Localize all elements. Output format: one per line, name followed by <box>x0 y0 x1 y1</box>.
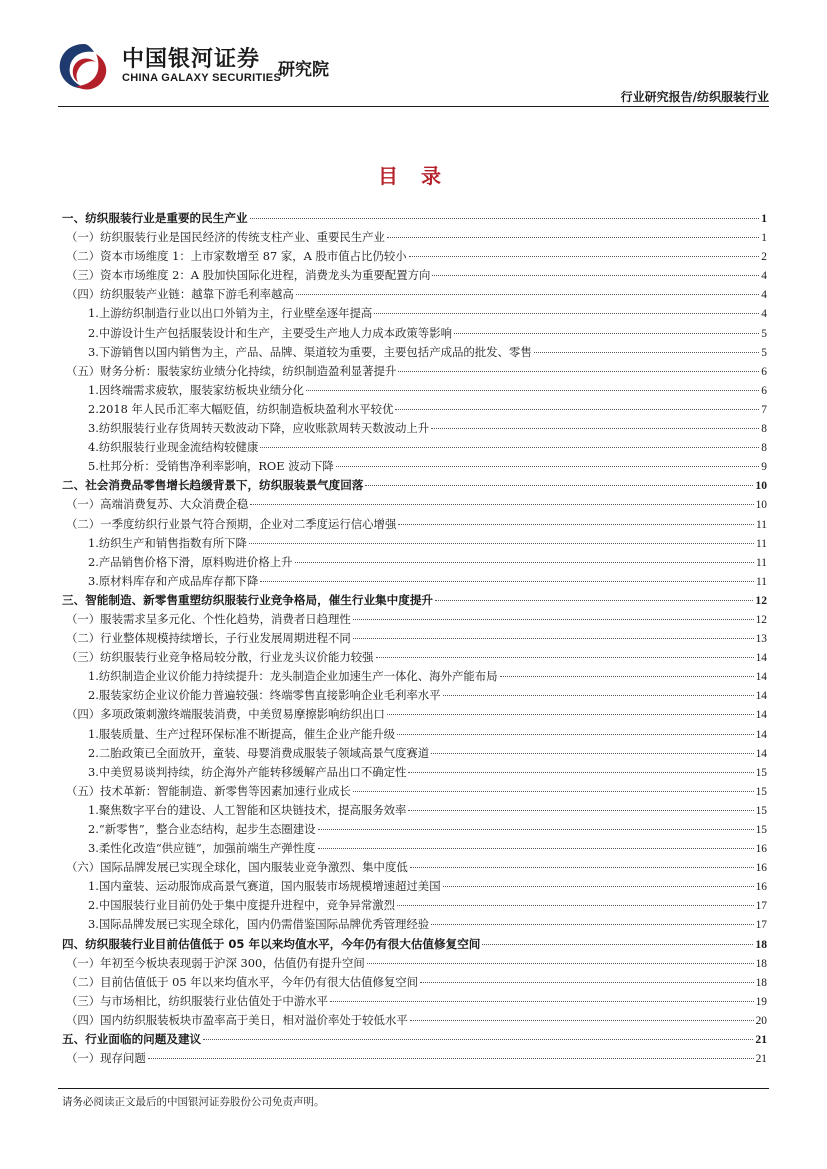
toc-entry[interactable] <box>62 457 767 476</box>
toc-page-number: 21 <box>755 1053 767 1066</box>
page-header <box>0 0 827 110</box>
toc-entry[interactable] <box>62 763 767 782</box>
toc-entry[interactable] <box>62 515 767 534</box>
toc-entry-title: （五）财务分析：服装家纺业绩分化持续，纺织制造盈利显著提升 <box>66 363 397 378</box>
toc-entry[interactable] <box>62 992 767 1011</box>
toc-dot-leader <box>408 810 753 811</box>
toc-page-number: 9 <box>761 461 767 474</box>
toc-dot-leader <box>250 218 760 219</box>
institute-label: 研究院 <box>278 60 329 80</box>
toc-dot-leader <box>443 695 754 696</box>
toc-page-number: 5 <box>761 327 767 340</box>
toc-entry[interactable] <box>62 228 767 247</box>
toc-entry-title: 3.国际品牌发展已实现全球化，国内仍需借鉴国际品牌优秀管理经验 <box>88 917 430 932</box>
toc-dot-leader <box>387 714 754 715</box>
toc-dot-leader <box>432 275 759 276</box>
toc-entry[interactable] <box>62 782 767 801</box>
toc-page-number: 18 <box>755 976 767 989</box>
toc-entry[interactable] <box>62 438 767 457</box>
toc-dot-leader <box>387 237 759 238</box>
toc-entry-title: （三）与市场相比，纺织服装行业估值处于中游水平 <box>66 993 328 1008</box>
toc-entry[interactable] <box>62 725 767 744</box>
toc-entry[interactable] <box>62 495 767 514</box>
toc-entry[interactable] <box>62 1049 767 1068</box>
toc-entry[interactable] <box>62 343 767 362</box>
toc-page-number: 4 <box>761 289 767 302</box>
toc-entry-title: 1.纺织生产和销售指数有所下降 <box>88 535 247 550</box>
toc-entry-title: （三）资本市场维度 2：A 股加快国际化进程，消费龙头为重要配置方向 <box>66 268 431 283</box>
toc-entry-title: （四）多项政策刺激终端服装消费，中美贸易摩擦影响纺织出口 <box>66 707 385 722</box>
toc-dot-leader <box>295 562 755 563</box>
toc-entry[interactable] <box>62 954 767 973</box>
toc-entry-title: 3.纺织服装行业存货周转天数波动下降，应收账款周转天数波动上升 <box>88 421 430 436</box>
toc-page-number: 5 <box>761 346 767 359</box>
toc-dot-leader <box>431 924 753 925</box>
toc-entry[interactable] <box>62 935 767 954</box>
toc-entry[interactable] <box>62 209 767 228</box>
toc-entry-title: 3.原材料库存和产成品库存都下降 <box>88 573 259 588</box>
toc-entry[interactable] <box>62 324 767 343</box>
toc-dot-leader <box>420 982 754 983</box>
disclaimer-note: 请务必阅读正文最后的中国银河证券股份公司免责声明。 <box>62 1096 325 1108</box>
toc-dot-leader <box>409 256 760 257</box>
toc-entry-title: （二）目前估值低于 05 年以来均值水平，今年仍有很大估值修复空间 <box>66 974 419 989</box>
toc-entry-title: （一）纺织服装行业是国民经济的传统支柱产业、重要民生产业 <box>66 230 385 245</box>
toc-dot-leader <box>306 390 759 391</box>
toc-entry[interactable] <box>62 476 767 495</box>
report-category: 行业研究报告/纺织服装行业 <box>620 90 769 104</box>
toc-entry-title: 2.服装家纺企业议价能力普遍较强：终端零售直接影响企业毛利率水平 <box>88 688 441 703</box>
toc-page-number: 14 <box>755 652 767 665</box>
toc-dot-leader <box>296 294 759 295</box>
toc-dot-leader <box>398 371 759 372</box>
toc-page-number: 4 <box>761 308 767 321</box>
toc-title: 目 录 <box>378 164 449 188</box>
toc-page-number: 1 <box>761 232 767 245</box>
toc-entry-title: 1.因终端需求疲软，服装家纺板块业绩分化 <box>88 382 304 397</box>
toc-entry[interactable] <box>62 896 767 915</box>
toc-page-number: 12 <box>755 613 767 626</box>
toc-entry[interactable] <box>62 744 767 763</box>
toc-entry[interactable] <box>62 400 767 419</box>
toc-page-number: 6 <box>761 384 767 397</box>
toc-entry[interactable] <box>62 266 767 285</box>
toc-dot-leader <box>318 848 754 849</box>
toc-entry[interactable] <box>62 1011 767 1030</box>
toc-dot-leader <box>482 944 753 945</box>
toc-page-number: 18 <box>755 957 767 970</box>
toc-entry-title: 1.上游纺织制造行业以出口外销为主，行业壁垒逐年提高 <box>88 306 373 321</box>
toc-entry-title: 2.“新零售”，整合业态结构，起步生态圈建设 <box>88 822 316 836</box>
toc-entry-title: 1.国内童装、运动服饰成高景气赛道，国内服装市场规模增速超过美国 <box>88 879 441 894</box>
toc-page-number: 11 <box>756 537 767 550</box>
toc-dot-leader <box>353 638 754 639</box>
toc-entry-title: （一）高端消费复苏、大众消费企稳 <box>66 497 249 512</box>
toc-page-number: 14 <box>755 690 767 703</box>
toc-entry-title: 一、纺织服装行业是重要的民生产业 <box>62 211 248 225</box>
toc-dot-leader <box>250 504 753 505</box>
toc-entry-title: 三、智能制造、新零售重塑纺织服装行业竞争格局，催生行业集中度提升 <box>62 592 434 607</box>
toc-dot-leader <box>431 428 759 429</box>
toc-dot-leader <box>443 886 754 887</box>
toc-entry-title: （五）技术革新：智能制造、新零售等因素加速行业成长 <box>66 783 351 798</box>
toc-entry-title: 2.2018 年人民币汇率大幅贬值，纺织制造板块盈利水平较优 <box>88 401 394 416</box>
toc-entry[interactable] <box>62 705 767 724</box>
toc-entry-title: 4.纺织服装行业现金流结构较健康 <box>88 440 259 455</box>
toc-entry[interactable] <box>62 553 767 572</box>
toc-entry-title: （一）年初至今板块表现弱于沪深 300，估值仍有提升空间 <box>66 955 365 970</box>
toc-dot-leader <box>330 1001 754 1002</box>
toc-dot-leader <box>318 829 754 830</box>
toc-page-number: 8 <box>761 423 767 436</box>
brand-name-en: CHINA GALAXY SECURITIES <box>122 72 282 84</box>
toc-page-number: 1 <box>761 212 767 225</box>
toc-entry-title: 1.服装质量、生产过程环保标准不断提高，催生企业产能升级 <box>88 726 396 741</box>
toc-entry[interactable] <box>62 820 767 839</box>
toc-page-number: 14 <box>755 709 767 722</box>
toc-entry[interactable] <box>62 648 767 667</box>
toc-dot-leader <box>500 676 754 677</box>
toc-dot-leader <box>454 333 759 334</box>
toc-entry-title: 3.下游销售以国内销售为主，产品、品牌、渠道较为重要，主要包括产成品的批发、零售 <box>88 344 532 359</box>
toc-dot-leader <box>249 543 754 544</box>
toc-entry-title: 四、纺织服装行业目前估值低于 05 年以来均值水平，今年仍有很大估值修复空间 <box>62 936 481 951</box>
toc-dot-leader <box>395 409 759 410</box>
toc-page-number: 8 <box>761 442 767 455</box>
toc-dot-leader <box>431 753 753 754</box>
toc-entry[interactable] <box>62 667 767 686</box>
toc-page-number: 20 <box>755 1014 767 1027</box>
toc-dot-leader <box>410 867 754 868</box>
toc-entry[interactable] <box>62 362 767 381</box>
toc-entry[interactable] <box>62 839 767 858</box>
toc-page-number: 11 <box>756 518 767 531</box>
toc-page-number: 21 <box>755 1033 767 1047</box>
toc-page-number: 10 <box>755 499 767 512</box>
toc-entry[interactable] <box>62 973 767 992</box>
toc-page-number: 18 <box>755 937 767 951</box>
toc-page-number: 17 <box>755 919 767 932</box>
toc-entry[interactable] <box>62 1030 767 1049</box>
toc-page-number: 15 <box>755 785 767 798</box>
toc-entry-title: 二、社会消费品零售增长趋缓背景下，纺织服装景气度回落 <box>62 478 364 493</box>
toc-entry-title: 2.中游设计生产包括服装设计和生产，主要受生产地人力成本政策等影响 <box>88 325 452 340</box>
toc-dot-leader <box>397 734 754 735</box>
toc-entry[interactable] <box>62 304 767 323</box>
toc-page-number: 7 <box>761 403 767 416</box>
toc-entry-title: 5.杜邦分析：受销售净利率影响，ROE 波动下降 <box>88 459 334 474</box>
toc-entry[interactable] <box>62 858 767 877</box>
toc-entry[interactable] <box>62 381 767 400</box>
toc-entry[interactable] <box>62 801 767 820</box>
toc-page-number: 16 <box>755 881 767 894</box>
toc-entry[interactable] <box>62 629 767 648</box>
toc-page-number: 15 <box>755 804 767 817</box>
toc-entry-title: 1.聚焦数字平台的建设、人工智能和区块链技术，提高服务效率 <box>88 802 407 817</box>
toc-dot-leader <box>353 791 754 792</box>
toc-dot-leader <box>203 1039 753 1040</box>
table-of-contents <box>62 209 767 1068</box>
toc-entry[interactable] <box>62 686 767 705</box>
toc-dot-leader <box>435 600 753 601</box>
toc-dot-leader <box>374 313 759 314</box>
header-divider <box>58 106 769 107</box>
toc-dot-leader <box>353 619 754 620</box>
toc-entry-title: （二）行业整体规模持续增长，子行业发展周期进程不同 <box>66 631 351 646</box>
toc-page-number: 14 <box>755 728 767 741</box>
toc-page-number: 13 <box>755 633 767 646</box>
toc-page-number: 11 <box>756 575 767 588</box>
toc-page-number: 4 <box>761 270 767 283</box>
toc-dot-leader <box>365 485 753 486</box>
toc-entry-title: 五、行业面临的问题及建议 <box>62 1032 202 1047</box>
toc-entry[interactable] <box>62 572 767 591</box>
toc-page-number: 15 <box>755 824 767 836</box>
toc-dot-leader <box>336 466 760 467</box>
toc-entry[interactable] <box>62 877 767 896</box>
toc-entry-title: 3.柔性化改造“供应链”，加强前端生产弹性度 <box>88 841 316 856</box>
toc-page-number: 17 <box>755 900 767 913</box>
toc-entry-title: （二）一季度纺织行业景气符合预期，企业对二季度运行信心增强 <box>66 516 397 531</box>
toc-dot-leader <box>398 524 754 525</box>
toc-page-number: 12 <box>755 593 767 607</box>
toc-entry-title: （一）现存问题 <box>66 1051 146 1066</box>
toc-entry-title: （三）纺织服装行业竞争格局较分散，行业龙头议价能力较强 <box>66 650 374 665</box>
toc-entry[interactable] <box>62 247 767 266</box>
toc-page-number: 16 <box>755 843 767 856</box>
toc-entry-title: （四）国内纺织服装板块市盈率高于美日，相对溢价率处于较低水平 <box>66 1012 408 1027</box>
toc-dot-leader <box>397 905 754 906</box>
toc-entry[interactable] <box>62 285 767 304</box>
toc-entry[interactable] <box>62 591 767 610</box>
toc-dot-leader <box>260 447 759 448</box>
toc-entry-title: 2.产品销售价格下滑，原料购进价格上升 <box>88 554 293 569</box>
toc-entry-title: （一）服装需求呈多元化、个性化趋势，消费者日趋理性 <box>66 611 351 626</box>
toc-entry-title: （四）纺织服装产业链：越靠下游毛利率越高 <box>66 287 294 302</box>
toc-dot-leader <box>260 581 754 582</box>
toc-entry-title: （二）资本市场维度 1：上市家数增至 87 家，A 股市值占比仍较小 <box>66 249 407 264</box>
galaxy-logo-icon <box>56 40 112 92</box>
toc-entry-title: 1.纺织制造企业议价能力持续提升：龙头制造企业加速生产一体化、海外产能布局 <box>88 669 498 684</box>
toc-dot-leader <box>534 352 760 353</box>
toc-dot-leader <box>148 1058 754 1059</box>
toc-entry[interactable] <box>62 610 767 629</box>
toc-page-number: 6 <box>761 365 767 378</box>
toc-dot-leader <box>367 963 754 964</box>
brand-name-cn: 中国银河证券 <box>122 47 261 72</box>
toc-page-number: 16 <box>755 862 767 875</box>
toc-page-number: 14 <box>755 747 767 760</box>
toc-entry[interactable] <box>62 915 767 934</box>
toc-dot-leader <box>408 772 753 773</box>
toc-entry-title: 3.中美贸易谈判持续，纺企海外产能转移缓解产品出口不确定性 <box>88 764 407 779</box>
footer-divider <box>58 1088 769 1089</box>
toc-page-number: 19 <box>755 995 767 1008</box>
toc-entry-title: （六）国际品牌发展已实现全球化，国内服装业竞争激烈、集中度低 <box>66 860 408 875</box>
toc-entry[interactable] <box>62 534 767 553</box>
toc-entry-title: 2.二胎政策已全面放开，童装、母婴消费成服装子领域高景气度赛道 <box>88 745 430 760</box>
toc-page-number: 10 <box>755 479 767 493</box>
toc-page-number: 11 <box>756 556 767 569</box>
toc-entry[interactable] <box>62 419 767 438</box>
toc-entry-title: 2.中国服装行业目前仍处于集中度提升进程中，竞争异常激烈 <box>88 898 396 913</box>
toc-page-number: 15 <box>755 766 767 779</box>
toc-dot-leader <box>410 1020 754 1021</box>
toc-page-number: 14 <box>755 671 767 684</box>
toc-dot-leader <box>376 657 754 658</box>
toc-page-number: 2 <box>761 251 767 264</box>
